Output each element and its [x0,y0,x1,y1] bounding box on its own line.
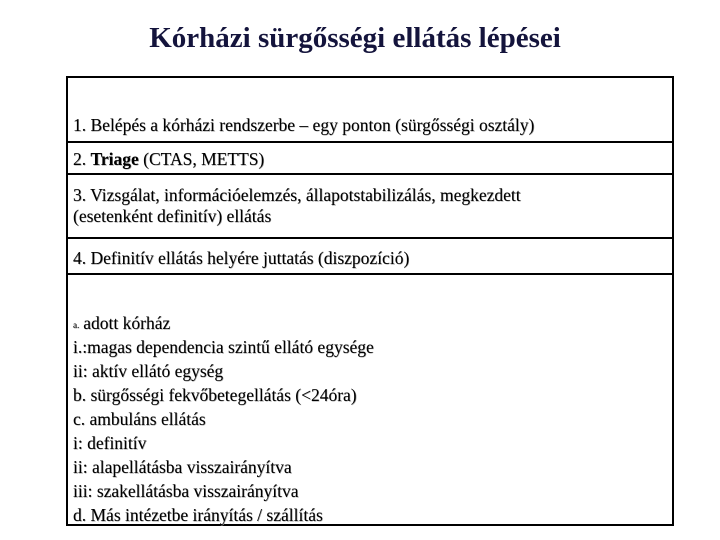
list-item: d. Más intézetbe irányítás / szállítás [73,505,323,525]
list-item: c. ambuláns ellátás [73,409,206,429]
steps-table [66,76,674,526]
step-4-row [68,239,672,275]
list-item: ii: aktív ellátó egység [73,361,224,381]
step-1-text: 1. Belépés a kórházi rendszerbe – egy ponton (sürgősségi osztály) [73,115,535,135]
step-2-rest: (CTAS, METTS) [138,149,265,169]
step-2-row [68,143,672,175]
step-3-line-2: (esetenként definitív) ellátás [73,206,272,226]
step-1-row [68,78,672,143]
list-item: iii: szakellátásba visszairányítva [73,481,299,501]
step-2-prefix: 2. [73,149,91,169]
disposition-list [73,311,374,527]
step-3-line-1: 3. Vizsgálat, információelemzés, állapotstabilizálás, megkezdett [73,185,521,205]
list-item-a [73,311,374,335]
list-item: i.:magas dependencia szintű ellátó egysége [73,337,374,357]
list-item-a-marker: a. [73,320,80,330]
page-title: Kórházi sürgősségi ellátás lépései [149,22,561,54]
list-item-a-text: adott kórház [83,313,171,333]
step-4-text: 4. Definitív ellátás helyére juttatás (diszpozíció) [73,248,410,268]
step-2-triage: Triage [90,149,139,169]
list-item: ii: alapellátásba visszairányítva [73,457,292,477]
step-3-row [68,175,672,239]
list-item: i: definitív [73,433,147,453]
list-item: b. sürgősségi fekvőbetegellátás (<24óra) [73,385,357,405]
